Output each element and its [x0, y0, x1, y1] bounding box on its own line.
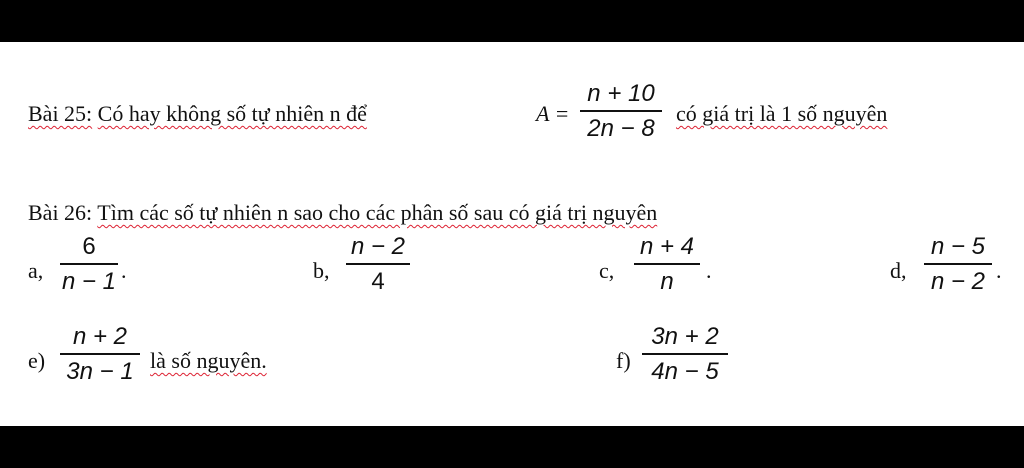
item-d-end: . [996, 258, 1002, 283]
fraction-b [346, 235, 410, 294]
fraction-f-denominator: 4n − 5 [651, 358, 719, 385]
document-page [0, 42, 1024, 426]
fraction-f [642, 325, 728, 384]
fraction-d-denominator: n − 2 [930, 268, 986, 295]
fraction-d [924, 235, 992, 294]
item-b-label: b, [313, 258, 330, 283]
fraction-b-numerator: n − 2 [350, 233, 406, 260]
item-d-label: d, [890, 258, 907, 283]
item-e-suffix: là số nguyên. [150, 348, 267, 373]
item-a-end: . [121, 258, 127, 283]
problem-26-title: Bài 26: [28, 200, 93, 225]
fraction-f-numerator: 3n + 2 [651, 323, 719, 350]
fraction-e-numerator: n + 2 [72, 323, 128, 350]
item-e-label: e) [28, 348, 46, 373]
fraction-bar [60, 353, 140, 355]
problem-25-line [28, 103, 367, 125]
variable-a: A = [536, 101, 570, 126]
fraction-b-denominator: 4 [371, 268, 385, 295]
problem-26-text: Tìm các số tự nhiên n sao cho các phân số sau có giá trị nguyên [97, 200, 658, 225]
fraction-c-numerator: n + 4 [639, 233, 695, 260]
problem-25-text-end: có giá trị là 1 số nguyên [676, 101, 888, 126]
fraction-e-denominator: 3n − 1 [66, 358, 134, 385]
item-f-label: f) [616, 348, 631, 373]
problem-26-line [28, 202, 657, 224]
item-c-label: c, [599, 258, 615, 283]
fraction-a-numerator: 6 [82, 233, 96, 260]
fraction-bar [634, 263, 700, 265]
fraction-bar [924, 263, 992, 265]
problem-25-text: Có hay không số tự nhiên n để [97, 101, 367, 126]
fraction-25-numerator: n + 10 [587, 80, 655, 107]
fraction-bar [642, 353, 728, 355]
fraction-c-denominator: n [660, 268, 674, 295]
fraction-25-denominator: 2n − 8 [587, 115, 655, 142]
fraction-bar [580, 110, 662, 112]
fraction-d-numerator: n − 5 [930, 233, 986, 260]
fraction-a [60, 235, 118, 294]
fraction-bar [346, 263, 410, 265]
fraction-a-denominator: n − 1 [61, 268, 117, 295]
problem-25-title: Bài 25: [28, 101, 93, 126]
fraction-c [634, 235, 700, 294]
fraction-25 [580, 82, 662, 141]
item-a-label: a, [28, 258, 44, 283]
fraction-e [60, 325, 140, 384]
item-c-end: . [706, 258, 712, 283]
fraction-bar [60, 263, 118, 265]
